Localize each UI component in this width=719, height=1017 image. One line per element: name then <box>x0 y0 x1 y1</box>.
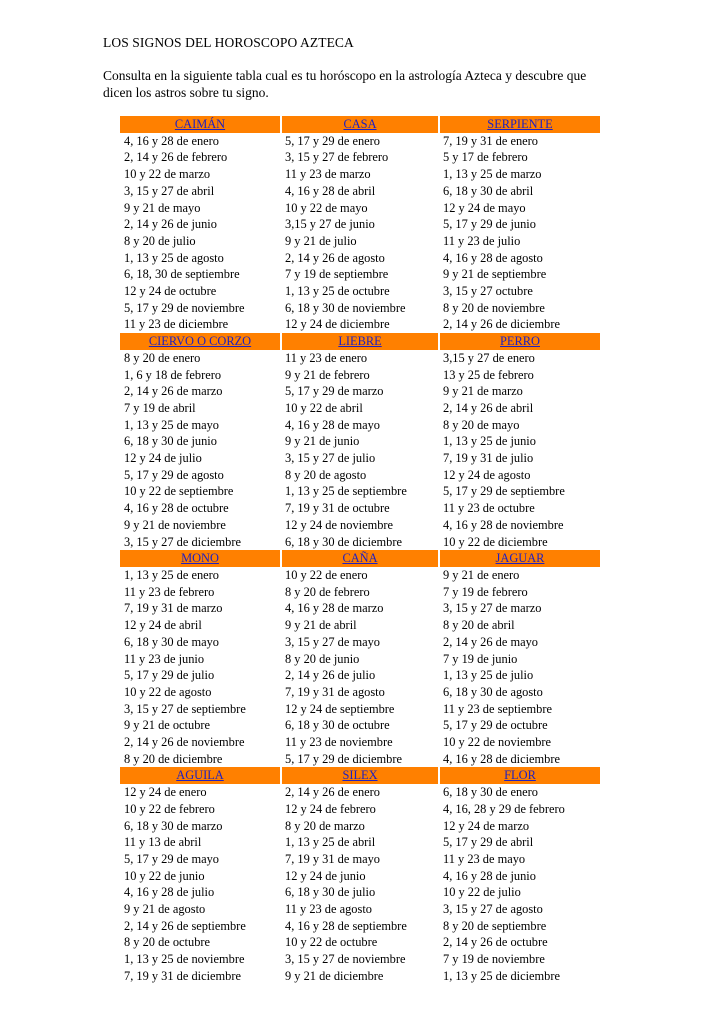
date-cell: 8 y 20 de marzo <box>285 818 365 833</box>
date-row <box>120 934 600 951</box>
sign-link[interactable]: CASA <box>343 117 377 131</box>
sign-header-cell <box>120 333 281 350</box>
sign-link[interactable]: CAIMÁN <box>174 117 226 131</box>
date-cell: 10 y 22 de enero <box>285 567 368 582</box>
date-cell: 5, 17 y 29 de junio <box>443 217 536 232</box>
date-cell: 2, 14 y 26 de abril <box>443 400 534 415</box>
date-cell: 2, 14 y 26 de mayo <box>443 634 538 649</box>
date-cell: 8 y 20 de abril <box>443 618 515 633</box>
date-cell: 10 y 22 de mayo <box>285 200 368 215</box>
date-cell: 10 y 22 de diciembre <box>443 534 548 549</box>
date-cell: 11 y 23 de septiembre <box>443 701 552 716</box>
date-cell: 5 y 17 de febrero <box>443 150 528 165</box>
date-cell: 5, 17 y 29 de agosto <box>124 467 224 482</box>
date-row <box>120 951 600 968</box>
date-row <box>120 316 600 333</box>
date-cell: 6, 18 y 30 de mayo <box>124 634 219 649</box>
date-cell: 7 y 19 de septiembre <box>285 267 389 282</box>
date-row <box>120 383 600 400</box>
date-cell: 7 y 19 de noviembre <box>443 952 545 967</box>
date-cell: 3, 15 y 27 de noviembre <box>285 952 406 967</box>
date-row <box>120 751 600 768</box>
date-cell: 6, 18 y 30 de noviembre <box>285 300 406 315</box>
date-cell: 9 y 21 de agosto <box>124 902 206 917</box>
date-cell: 7, 19 y 31 de marzo <box>124 601 223 616</box>
date-row <box>120 133 600 150</box>
date-cell: 3, 15 y 27 de mayo <box>285 634 380 649</box>
date-row <box>120 717 600 734</box>
sign-link[interactable]: SILEX <box>342 768 378 783</box>
date-cell: 4, 16 y 28 de junio <box>443 868 536 883</box>
date-cell: 1, 13 y 25 de enero <box>124 567 219 582</box>
date-cell: 2, 14 y 26 de diciembre <box>443 317 560 332</box>
date-row <box>120 233 600 250</box>
date-cell: 4, 16, 28 y 29 de febrero <box>443 801 565 816</box>
date-row <box>120 567 600 584</box>
date-cell: 3, 15 y 27 de septiembre <box>124 701 246 716</box>
date-cell: 12 y 24 de abril <box>124 618 202 633</box>
date-cell: 9 y 21 de septiembre <box>443 267 547 282</box>
date-cell: 4, 16 y 28 de octubre <box>124 501 229 516</box>
date-row <box>120 149 600 166</box>
date-cell: 5, 17 y 29 de octubre <box>443 718 548 733</box>
date-cell: 5, 17 y 29 de marzo <box>285 384 384 399</box>
date-cell: 11 y 13 de abril <box>124 835 202 850</box>
date-cell: 11 y 23 de febrero <box>124 584 215 599</box>
date-row <box>120 918 600 935</box>
date-row <box>120 784 600 801</box>
sign-header-row <box>120 767 600 784</box>
date-cell: 8 y 20 de mayo <box>443 417 520 432</box>
date-cell: 7 y 19 de abril <box>124 400 196 415</box>
date-row <box>120 701 600 718</box>
date-cell: 3, 15 y 27 de febrero <box>285 150 389 165</box>
date-cell: 12 y 24 de diciembre <box>285 317 390 332</box>
date-cell: 6, 18 y 30 de abril <box>443 183 534 198</box>
date-cell: 8 y 20 de septiembre <box>443 918 547 933</box>
date-cell: 4, 16 y 28 de noviembre <box>443 517 564 532</box>
date-cell: 10 y 22 de noviembre <box>443 735 552 750</box>
date-cell: 9 y 21 de diciembre <box>285 968 384 983</box>
date-row <box>120 433 600 450</box>
date-cell: 11 y 23 de junio <box>124 651 205 666</box>
date-cell: 9 y 21 de abril <box>285 618 357 633</box>
date-row <box>120 734 600 751</box>
date-cell: 5, 17 y 29 de abril <box>443 835 534 850</box>
date-row <box>120 684 600 701</box>
date-cell: 3, 15 y 27 de diciembre <box>124 534 241 549</box>
date-row <box>120 584 600 601</box>
date-cell: 12 y 24 de mayo <box>443 200 526 215</box>
date-cell: 1, 13 y 25 de octubre <box>285 284 390 299</box>
sign-header-cell <box>281 767 439 784</box>
date-cell: 1, 13 y 25 de mayo <box>124 417 219 432</box>
sign-header-cell <box>120 116 281 133</box>
date-row <box>120 467 600 484</box>
sign-header-cell <box>439 333 600 350</box>
date-cell: 10 y 22 de agosto <box>124 684 212 699</box>
sign-link[interactable]: AGUILA <box>176 768 224 783</box>
date-cell: 11 y 23 de mayo <box>443 851 526 866</box>
date-cell: 10 y 22 de abril <box>285 400 363 415</box>
date-cell: 1, 13 y 25 de noviembre <box>124 952 245 967</box>
date-cell: 7, 19 y 31 de octubre <box>285 501 390 516</box>
date-cell: 8 y 20 de noviembre <box>443 300 545 315</box>
date-cell: 12 y 24 de junio <box>285 868 366 883</box>
date-cell: 6, 18 y 30 de junio <box>124 434 217 449</box>
date-cell: 7, 19 y 31 de julio <box>443 451 534 466</box>
date-cell: 9 y 21 de enero <box>443 567 520 582</box>
date-row <box>120 851 600 868</box>
date-cell: 6, 18 y 30 de octubre <box>285 718 390 733</box>
sign-header-cell <box>439 116 600 133</box>
date-cell: 4, 16 y 28 de julio <box>124 885 215 900</box>
date-row <box>120 884 600 901</box>
sign-header-row <box>120 550 600 567</box>
date-cell: 1, 13 y 25 de abril <box>285 835 376 850</box>
date-row <box>120 183 600 200</box>
date-cell: 12 y 24 de marzo <box>443 818 530 833</box>
sign-link[interactable]: JAGUAR <box>495 551 545 566</box>
date-cell: 9 y 21 de octubre <box>124 718 211 733</box>
date-cell: 12 y 24 de enero <box>124 785 207 800</box>
date-cell: 8 y 20 de febrero <box>285 584 370 599</box>
date-cell: 3, 15 y 27 de abril <box>124 183 215 198</box>
date-cell: 6, 18 y 30 de agosto <box>443 684 543 699</box>
date-cell: 11 y 23 de agosto <box>285 902 372 917</box>
date-cell: 9 y 21 de febrero <box>285 367 370 382</box>
sign-link[interactable]: SERPIENTE <box>487 117 553 131</box>
intro-paragraph: Consulta en la siguiente tabla cual es tu horóscopo en la astrología Azteca y descubre que dicen los astros sobre tu signo. <box>103 68 587 100</box>
date-row <box>120 283 600 300</box>
date-cell: 10 y 22 de septiembre <box>124 484 234 499</box>
date-row <box>120 400 600 417</box>
date-cell: 1, 13 y 25 de diciembre <box>443 968 560 983</box>
date-row <box>120 801 600 818</box>
date-row <box>120 517 600 534</box>
date-cell: 1, 13 y 25 de junio <box>443 434 536 449</box>
date-cell: 9 y 21 de julio <box>285 233 357 248</box>
date-cell: 9 y 21 de marzo <box>443 384 523 399</box>
date-cell: 8 y 20 de junio <box>285 651 360 666</box>
date-cell: 5, 17 y 29 de diciembre <box>285 751 402 766</box>
date-row <box>120 818 600 835</box>
date-cell: 11 y 23 de julio <box>443 233 521 248</box>
date-cell: 4, 16 y 28 de agosto <box>443 250 543 265</box>
date-cell: 6, 18 y 30 de enero <box>443 785 538 800</box>
date-cell: 5, 17 y 29 de mayo <box>124 851 219 866</box>
date-cell: 11 y 23 de noviembre <box>285 735 393 750</box>
date-row <box>120 868 600 885</box>
date-cell: 4, 16 y 28 de marzo <box>285 601 384 616</box>
date-cell: 1, 13 y 25 de agosto <box>124 250 224 265</box>
date-cell: 10 y 22 de octubre <box>285 935 378 950</box>
date-cell: 11 y 23 de octubre <box>443 501 535 516</box>
date-cell: 11 y 23 de marzo <box>285 167 371 182</box>
date-cell: 6, 18 y 30 de diciembre <box>285 534 402 549</box>
date-cell: 5, 17 y 29 de julio <box>124 668 215 683</box>
sign-header-cell <box>120 767 281 784</box>
sign-header-cell <box>439 767 600 784</box>
date-cell: 2, 14 y 26 de marzo <box>124 384 223 399</box>
sign-link[interactable]: MONO <box>181 551 219 566</box>
sign-link[interactable]: CAÑA <box>342 551 378 566</box>
date-row <box>120 834 600 851</box>
sign-header-row <box>120 116 600 133</box>
date-cell: 1, 13 y 25 de julio <box>443 668 534 683</box>
date-cell: 3,15 y 27 de enero <box>443 350 535 365</box>
date-row <box>120 500 600 517</box>
date-cell: 2, 14 y 26 de septiembre <box>124 918 246 933</box>
date-cell: 4, 16 y 28 de abril <box>285 183 376 198</box>
date-cell: 6, 18, 30 de septiembre <box>124 267 240 282</box>
sign-link[interactable]: CIERVO O CORZO <box>148 334 252 349</box>
date-row <box>120 300 600 317</box>
date-cell: 2, 14 y 26 de junio <box>124 217 217 232</box>
date-cell: 10 y 22 de febrero <box>124 801 215 816</box>
sign-link[interactable]: PERRO <box>500 334 540 349</box>
date-cell: 12 y 24 de septiembre <box>285 701 395 716</box>
date-row <box>120 216 600 233</box>
date-cell: 2, 14 y 26 de julio <box>285 668 376 683</box>
date-row <box>120 617 600 634</box>
date-row <box>120 367 600 384</box>
date-row <box>120 901 600 918</box>
date-row <box>120 483 600 500</box>
date-row <box>120 200 600 217</box>
date-cell: 5, 17 y 29 de septiembre <box>443 484 565 499</box>
sign-header-cell <box>281 333 439 350</box>
date-cell: 8 y 20 de octubre <box>124 935 211 950</box>
sign-header-row <box>120 333 600 350</box>
date-cell: 2, 14 y 26 de enero <box>285 785 380 800</box>
date-cell: 5, 17 y 29 de enero <box>285 133 380 148</box>
date-row <box>120 600 600 617</box>
date-row <box>120 166 600 183</box>
date-cell: 7, 19 y 31 de enero <box>443 133 538 148</box>
date-cell: 8 y 20 de julio <box>124 233 196 248</box>
date-cell: 10 y 22 de junio <box>124 868 205 883</box>
date-row <box>120 250 600 267</box>
sign-header-cell <box>439 550 600 567</box>
date-cell: 8 y 20 de agosto <box>285 467 367 482</box>
date-cell: 2, 14 y 26 de octubre <box>443 935 548 950</box>
sign-header-cell <box>120 550 281 567</box>
page-title: LOS SIGNOS DEL HOROSCOPO AZTECA <box>103 35 354 50</box>
date-cell: 3,15 y 27 de junio <box>285 217 375 232</box>
sign-header-cell <box>281 550 439 567</box>
date-row <box>120 266 600 283</box>
date-cell: 10 y 22 de julio <box>443 885 521 900</box>
date-cell: 7, 19 y 31 de diciembre <box>124 968 241 983</box>
date-cell: 12 y 24 de julio <box>124 451 202 466</box>
date-cell: 9 y 21 de junio <box>285 434 360 449</box>
sign-link[interactable]: LIEBRE <box>338 334 382 349</box>
date-cell: 13 y 25 de febrero <box>443 367 534 382</box>
date-cell: 12 y 24 de febrero <box>285 801 376 816</box>
date-row <box>120 417 600 434</box>
date-cell: 2, 14 y 26 de noviembre <box>124 735 245 750</box>
date-cell: 7, 19 y 31 de agosto <box>285 684 385 699</box>
date-cell: 4, 16 y 28 de diciembre <box>443 751 560 766</box>
date-cell: 10 y 22 de marzo <box>124 167 211 182</box>
date-cell: 3, 15 y 27 de agosto <box>443 902 543 917</box>
date-cell: 11 y 23 de enero <box>285 350 368 365</box>
date-cell: 1, 13 y 25 de septiembre <box>285 484 407 499</box>
date-cell: 3, 15 y 27 octubre <box>443 284 533 299</box>
date-cell: 1, 13 y 25 de marzo <box>443 167 542 182</box>
date-cell: 4, 16 y 28 de septiembre <box>285 918 407 933</box>
sign-header-cell <box>281 116 439 133</box>
date-cell: 8 y 20 de enero <box>124 350 201 365</box>
date-cell: 9 y 21 de noviembre <box>124 517 226 532</box>
date-cell: 7 y 19 de febrero <box>443 584 528 599</box>
date-row <box>120 634 600 651</box>
date-cell: 12 y 24 de agosto <box>443 467 531 482</box>
date-row <box>120 651 600 668</box>
date-cell: 5, 17 y 29 de noviembre <box>124 300 245 315</box>
date-cell: 2, 14 y 26 de febrero <box>124 150 228 165</box>
date-cell: 8 y 20 de diciembre <box>124 751 223 766</box>
horoscope-table <box>120 116 600 985</box>
date-cell: 4, 16 y 28 de mayo <box>285 417 380 432</box>
date-cell: 12 y 24 de noviembre <box>285 517 394 532</box>
date-cell: 1, 6 y 18 de febrero <box>124 367 222 382</box>
date-row <box>120 968 600 985</box>
sign-link[interactable]: FLOR <box>504 768 536 783</box>
date-cell: 6, 18 y 30 de marzo <box>124 818 223 833</box>
date-cell: 7 y 19 de junio <box>443 651 518 666</box>
horoscope-table-body <box>120 116 600 985</box>
date-cell: 11 y 23 de diciembre <box>124 317 229 332</box>
date-cell: 2, 14 y 26 de agosto <box>285 250 385 265</box>
date-row <box>120 667 600 684</box>
date-cell: 6, 18 y 30 de julio <box>285 885 376 900</box>
date-cell: 7, 19 y 31 de mayo <box>285 851 380 866</box>
date-row <box>120 450 600 467</box>
date-cell: 3, 15 y 27 de marzo <box>443 601 542 616</box>
date-row <box>120 534 600 551</box>
date-cell: 9 y 21 de mayo <box>124 200 201 215</box>
date-cell: 3, 15 y 27 de julio <box>285 451 376 466</box>
date-cell: 4, 16 y 28 de enero <box>124 133 219 148</box>
date-row <box>120 350 600 367</box>
date-cell: 12 y 24 de octubre <box>124 284 217 299</box>
